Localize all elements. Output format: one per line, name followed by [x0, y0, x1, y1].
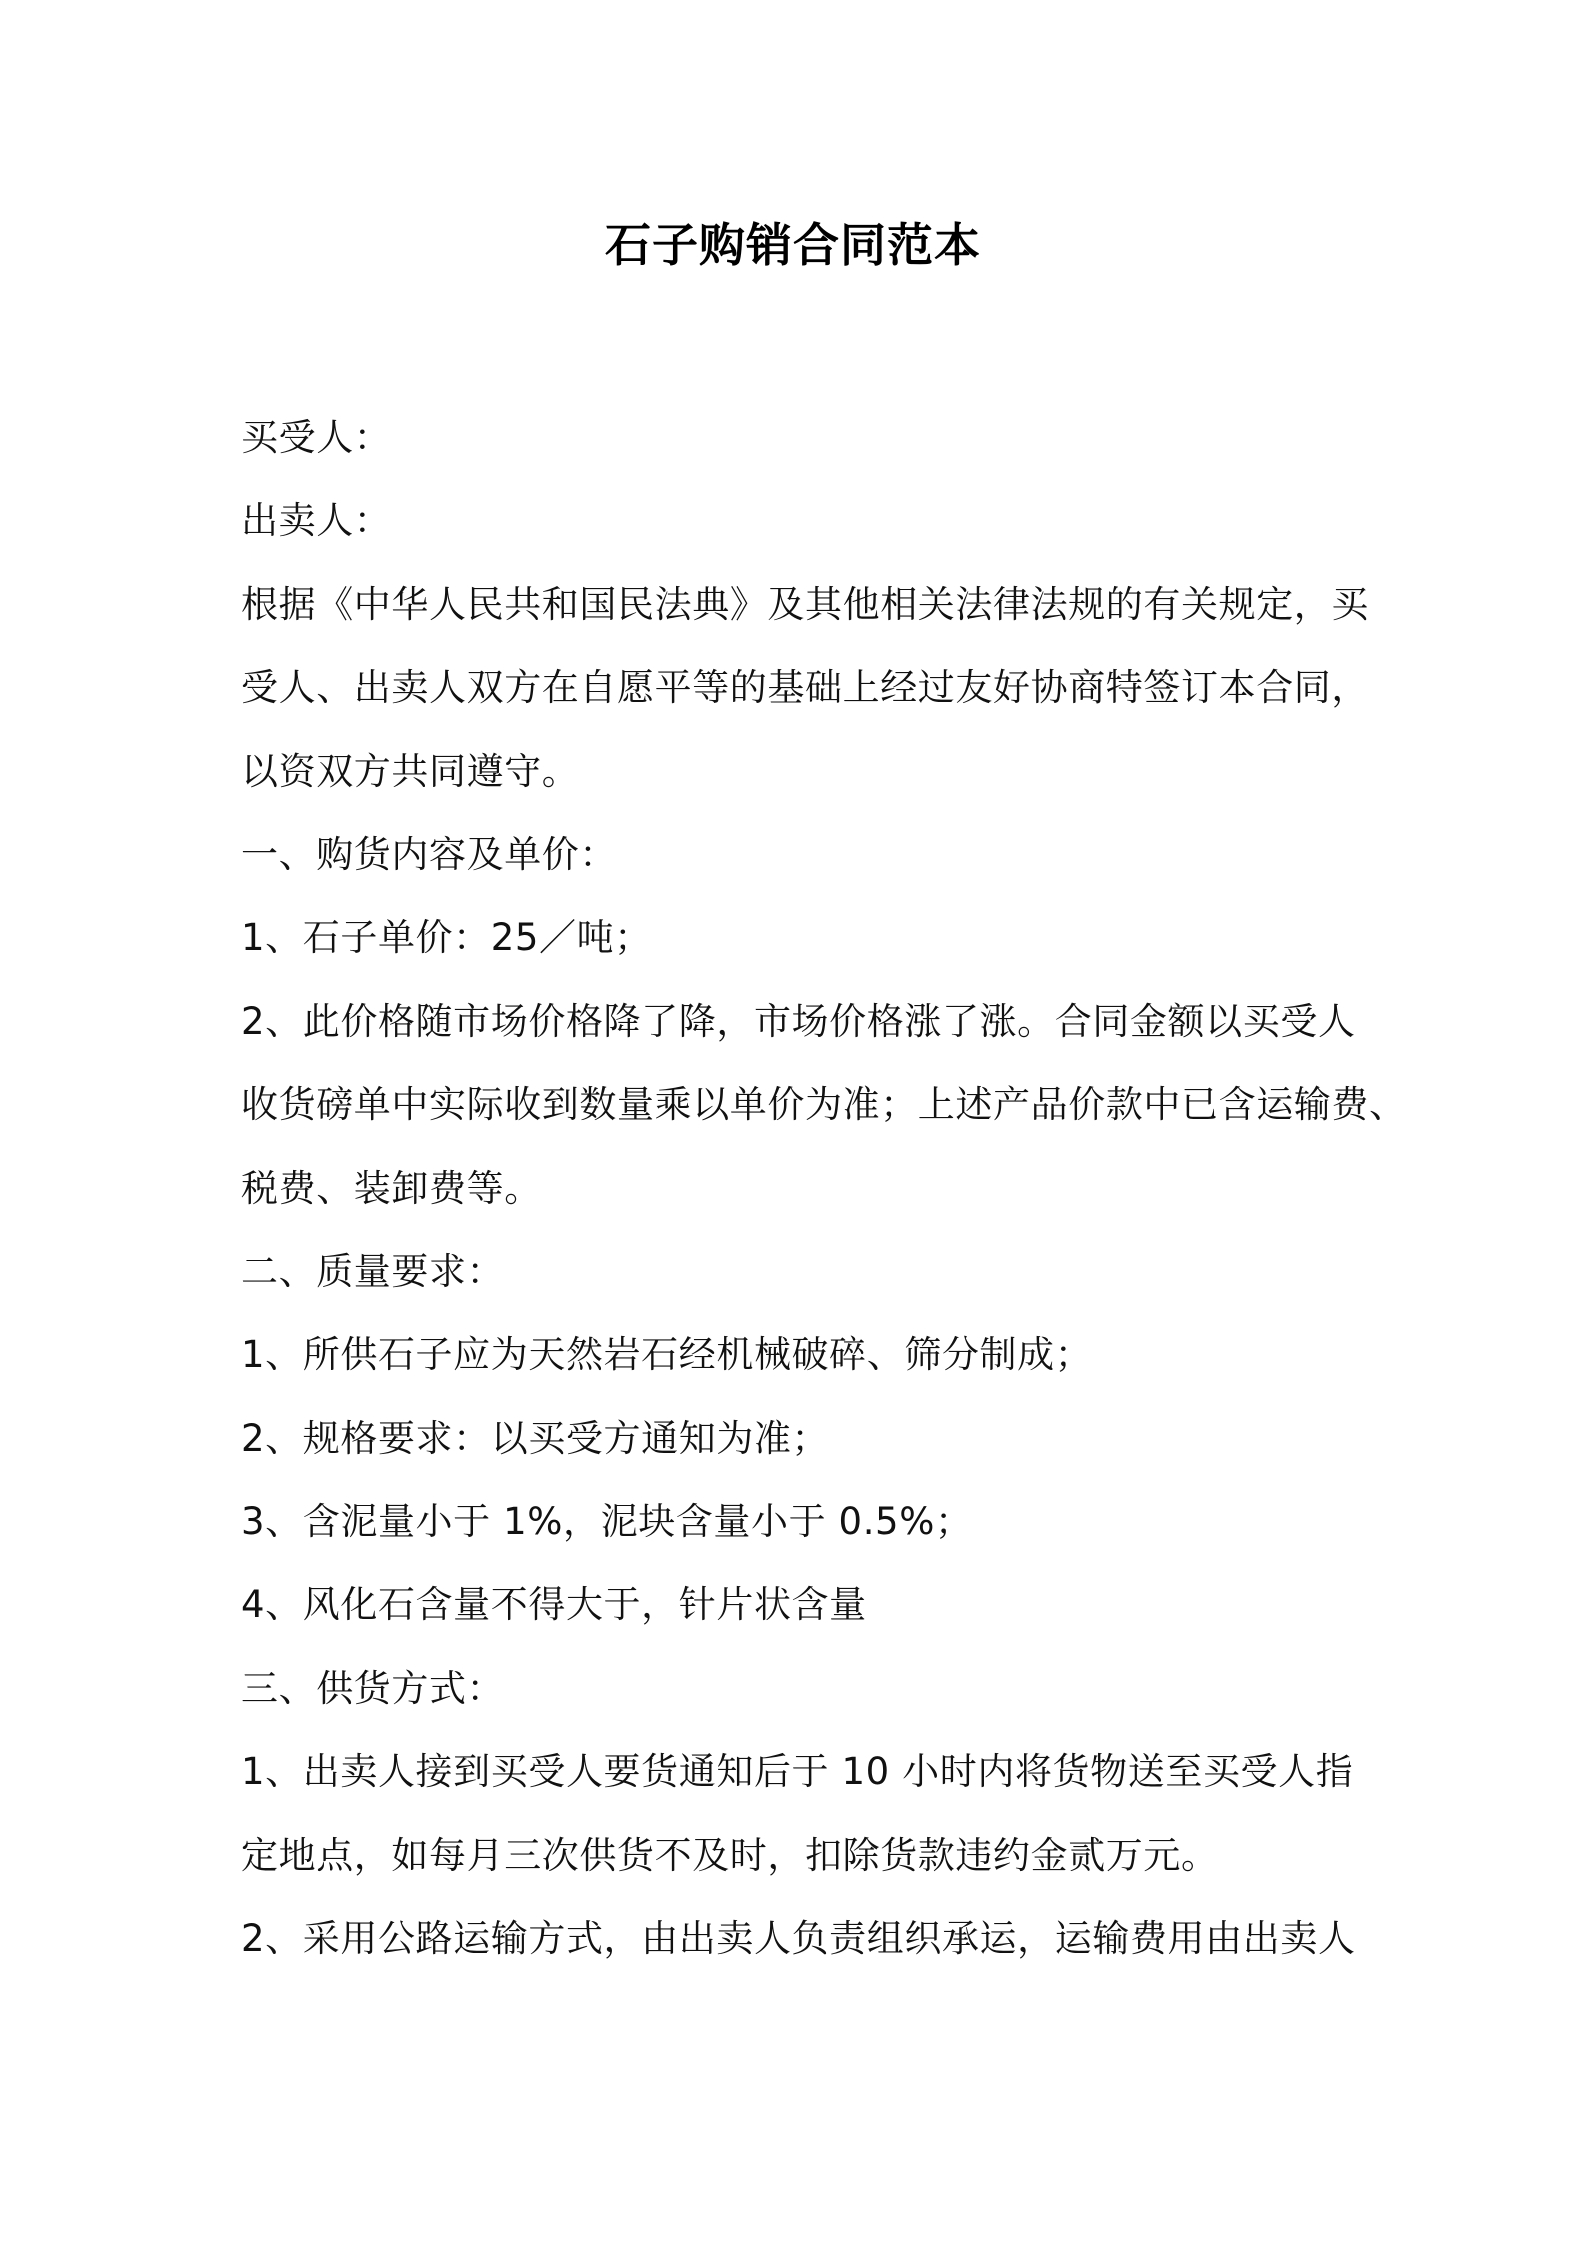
document-body [241, 403, 1407, 1987]
document-line: 根据《中华人民共和国民法典》及其他相关法律法规的有关规定，买 [241, 582, 1369, 626]
document-line: 2、此价格随市场价格降了降，市场价格涨了涨。合同金额以买受人 [241, 999, 1356, 1043]
document-line: 4、风化石含量不得大于，针片状含量 [241, 1583, 867, 1627]
document-line: 1、出卖人接到买受人要货通知后于 10 小时内将货物送至买受人指 [241, 1750, 1354, 1794]
document-line: 2、规格要求：以买受方通知为准； [241, 1416, 830, 1460]
document-line: 1、石子单价：25／吨； [241, 916, 652, 960]
document-line: 二、质量要求： [241, 1249, 505, 1293]
document-line: 以资双方共同遵守。 [241, 749, 580, 793]
document-line: 受人、出卖人双方在自愿平等的基础上经过友好协商特签订本合同， [241, 666, 1369, 710]
document-line: 2、采用公路运输方式，由出卖人负责组织承运，运输费用由出卖人 [241, 1917, 1356, 1961]
document-line: 定地点，如每月三次供货不及时，扣除货款违约金贰万元。 [241, 1833, 1219, 1877]
document-title: 石子购销合同范本 [605, 218, 981, 272]
document-line: 3、含泥量小于 1%，泥块含量小于 0.5%； [241, 1500, 973, 1544]
document-line: 买受人： [241, 416, 392, 459]
document-line: 一、购货内容及单价： [241, 832, 617, 876]
document-line: 税费、装卸费等。 [241, 1166, 542, 1210]
document-line: 三、供货方式： [241, 1666, 505, 1710]
document-line: 1、所供石子应为天然岩石经机械破碎、筛分制成； [241, 1333, 1093, 1377]
document-line: 出卖人： [241, 499, 392, 543]
document-line: 收货磅单中实际收到数量乘以单价为准；上述产品价款中已含运输费、 [241, 1083, 1407, 1127]
